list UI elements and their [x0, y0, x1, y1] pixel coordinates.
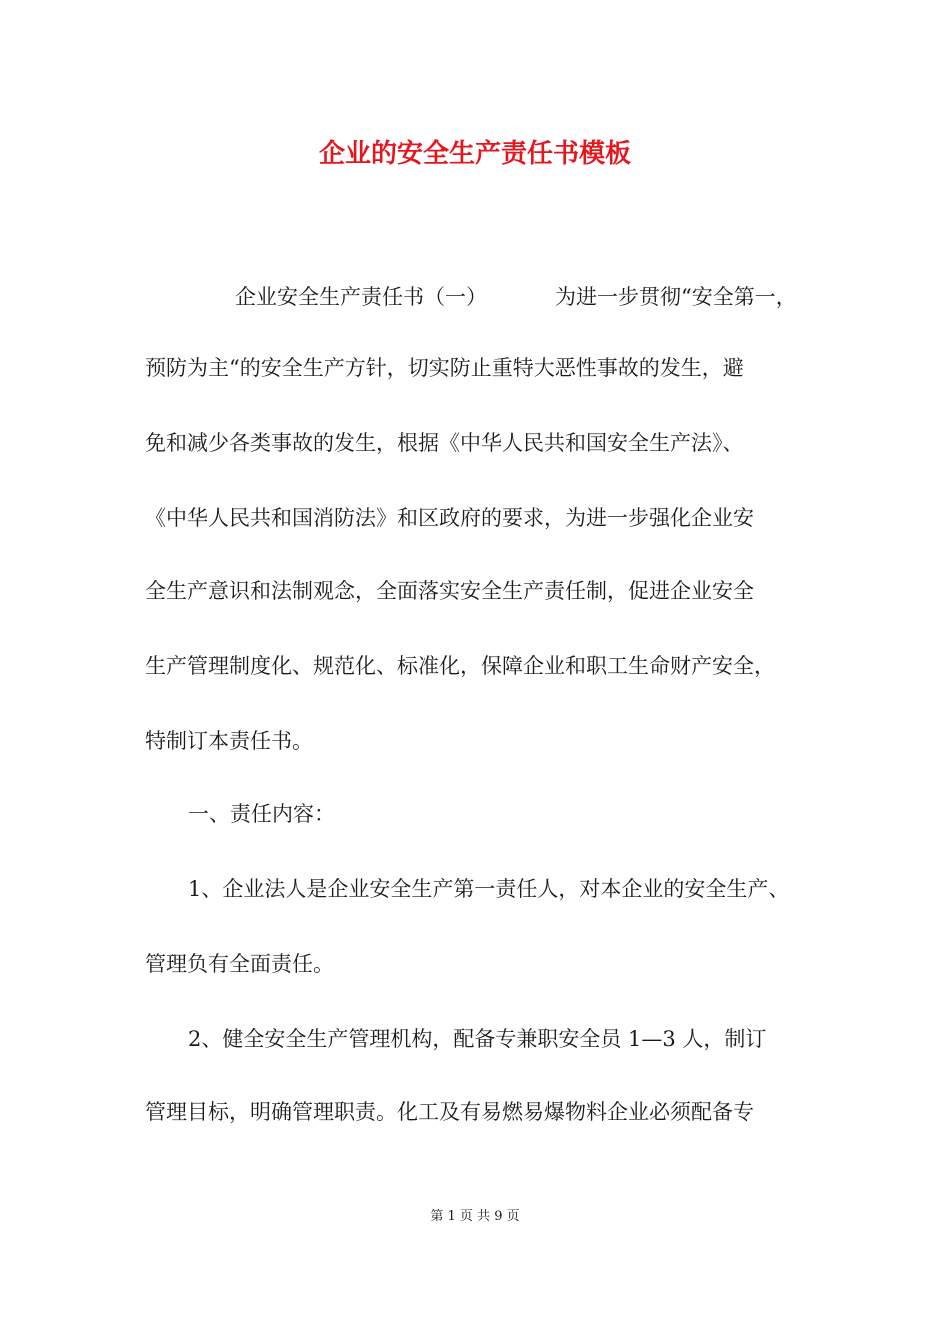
paragraph-line: 免和减少各类事故的发生，根据《中华人民共和国安全生产法》、 — [145, 431, 744, 455]
list-item-line: 管理目标，明确管理职责。化工及有易燃易爆物料企业必须配备专 — [145, 1100, 754, 1124]
list-item-line: 2、健全安全生产管理机构，配备专兼职安全员 1—3 人，制订 — [188, 1027, 767, 1051]
paragraph-line: 《中华人民共和国消防法》和区政府的要求，为进一步强化企业安 — [145, 506, 754, 530]
section-heading: 一、责任内容： — [188, 802, 335, 826]
page-footer: 第 1 页 共 9 页 — [430, 1209, 520, 1224]
paragraph-text: 为进一步贯彻“安全第一， — [555, 285, 797, 309]
paragraph-line: 特制订本责任书。 — [145, 729, 313, 753]
document-title: 企业的安全生产责任书模板 — [318, 139, 631, 169]
paragraph-line: 生产管理制度化、规范化、标准化，保障企业和职工生命财产安全， — [145, 654, 775, 678]
section-heading-inline: 企业安全生产责任书（一） — [235, 285, 487, 309]
paragraph-line: 预防为主“的安全生产方针，切实防止重特大恶性事故的发生，避 — [145, 356, 744, 380]
list-item-line: 管理负有全面责任。 — [145, 952, 334, 976]
list-item-line: 1、企业法人是企业安全生产第一责任人，对本企业的安全生产、 — [188, 877, 790, 901]
paragraph-line: 全生产意识和法制观念，全面落实安全生产责任制，促进企业安全 — [145, 579, 754, 603]
